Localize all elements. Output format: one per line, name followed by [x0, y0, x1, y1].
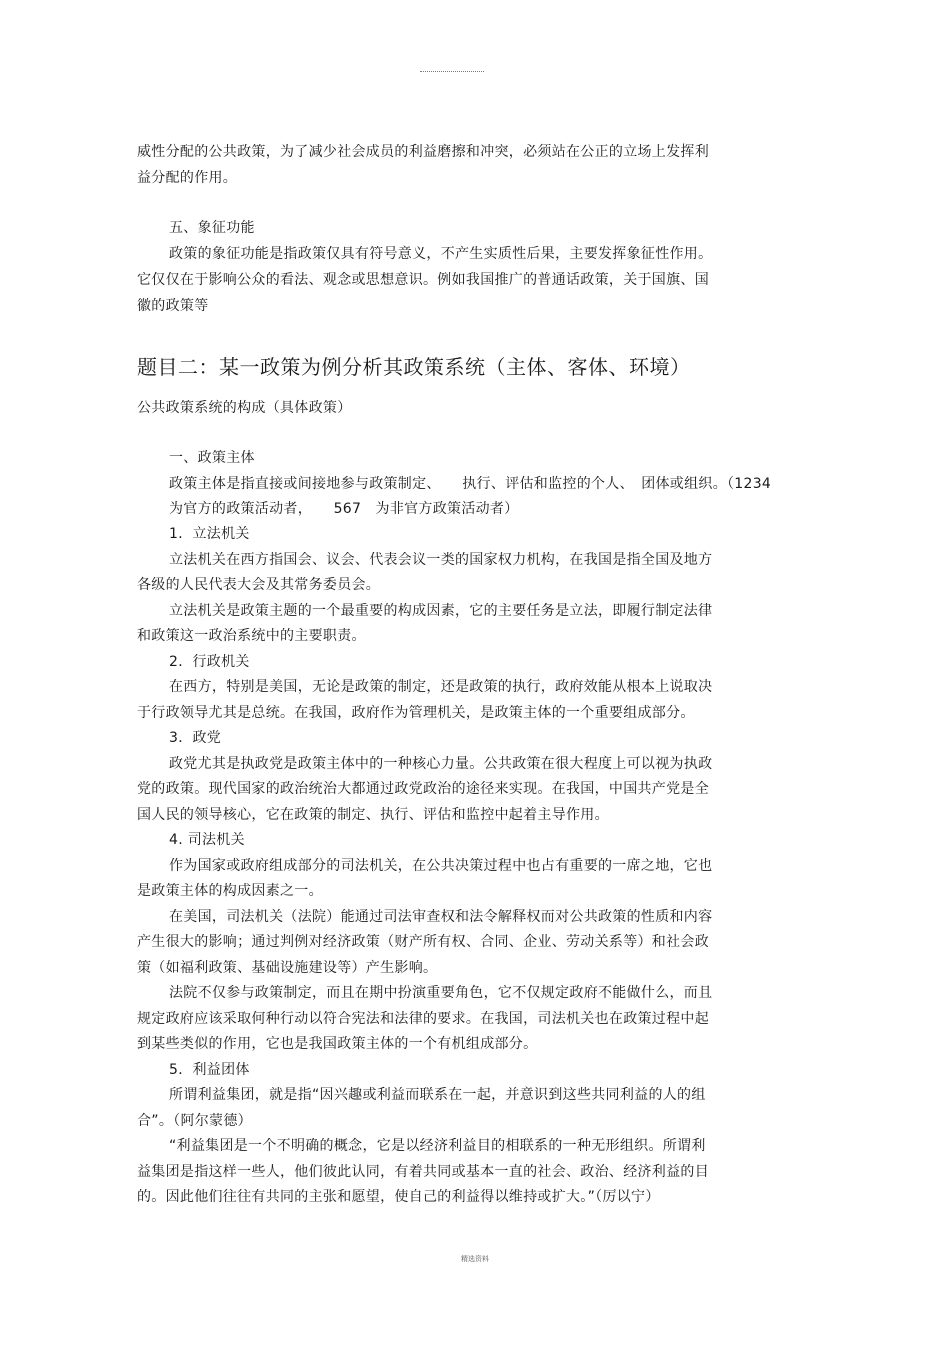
section-heading: 一、政策主体 — [169, 450, 255, 466]
paragraph-line: 立法机关是政策主题的一个最重要的构成因素，它的主要任务是立法，即履行制定法律 — [169, 603, 713, 619]
paragraph-line: 所谓利益集团，就是指“因兴趣或利益而联系在一起，并意识到这些共同利益的人的组 — [169, 1087, 706, 1103]
paragraph-line: 的。因此他们往往有共同的主张和愿望，使自己的利益得以维持或扩大。”（厉以宁） — [137, 1189, 660, 1205]
paragraph-line: 益集团是指这样一些人，他们彼此认同，有着共同或基本一直的社会、政治、经济利益的目 — [137, 1164, 709, 1180]
header-divider — [420, 71, 484, 72]
paragraph-line: 党的政策。现代国家的政治统治大都通过政党政治的途径来实现。在我国，中国共产党是全 — [137, 781, 709, 797]
paragraph-line: 政党尤其是执政党是政策主体中的一种核心力量。公共政策在很大程度上可以视为执政 — [169, 756, 713, 772]
paragraph-line: 在西方，特别是美国，无论是政策的制定，还是政策的执行，政府效能从根本上说取决 — [169, 679, 713, 695]
page-title: 题目二：某一政策为例分析其政策系统（主体、客体、环境） — [137, 355, 691, 379]
paragraph-line: 法院不仅参与政策制定，而且在期中扮演重要角色，它不仅规定政府不能做什么，而且 — [169, 985, 713, 1001]
subtitle: 公共政策系统的构成（具体政策） — [137, 400, 352, 416]
paragraph-line: 它仅仅在于影响公众的看法、观念或思想意识。例如我国推广的普通话政策，关于国旗、国 — [137, 272, 709, 288]
paragraph-line: 合”。（阿尔蒙德） — [137, 1113, 252, 1129]
paragraph-line: 益分配的作用。 — [137, 170, 238, 186]
paragraph-line: 产生很大的影响；通过判例对经济政策（财产所有权、合同、企业、劳动关系等）和社会政 — [137, 934, 709, 950]
paragraph-line: 作为国家或政府组成部分的司法机关，在公共决策过程中也占有重要的一席之地，它也 — [169, 858, 713, 874]
subsection-heading: 2．行政机关 — [169, 654, 250, 670]
paragraph-line: 策（如福利政策、基础设施建设等）产生影响。 — [137, 960, 438, 976]
paragraph-line: 政策的象征功能是指政策仅具有符号意义，不产生实质性后果，主要发挥象征性作用。 — [169, 246, 713, 262]
paragraph-line: 规定政府应该采取何种行动以符合宪法和法律的要求。在我国，司法机关也在政策过程中起 — [137, 1011, 709, 1027]
paragraph-line: 国人民的领导核心，它在政策的制定、执行、评估和监控中起着主导作用。 — [137, 807, 609, 823]
paragraph-line: 政策主体是指直接或间接地参与政策制定、 执行、评估和监控的个人、 团体或组织。（1234 — [169, 476, 772, 492]
paragraph-line: 徽的政策等 — [137, 298, 209, 314]
subsection-heading: 1．立法机关 — [169, 526, 250, 542]
paragraph-line: 各级的人民代表大会及其常务委员会。 — [137, 577, 381, 593]
paragraph-line: 是政策主体的构成因素之一。 — [137, 883, 323, 899]
paragraph-line: 威性分配的公共政策，为了减少社会成员的利益磨擦和冲突，必须站在公正的立场上发挥利 — [137, 144, 709, 160]
section-heading: 五、象征功能 — [169, 220, 255, 236]
subsection-heading: 5．利益团体 — [169, 1062, 250, 1078]
paragraph-line: 到某些类似的作用，它也是我国政策主体的一个有机组成部分。 — [137, 1036, 538, 1052]
paragraph-line: 为官方的政策活动者， 567 为非官方政策活动者） — [169, 501, 519, 517]
paragraph-line: 立法机关在西方指国会、议会、代表会议一类的国家权力机构，在我国是指全国及地方 — [169, 552, 713, 568]
subsection-heading: 4. 司法机关 — [169, 832, 245, 848]
page-footer: 精选资料 — [461, 1255, 489, 1263]
paragraph-line: 和政策这一政治系统中的主要职责。 — [137, 628, 366, 644]
subsection-heading: 3．政党 — [169, 730, 222, 746]
paragraph-line: 于行政领导尤其是总统。在我国，政府作为管理机关，是政策主体的一个重要组成部分。 — [137, 705, 695, 721]
paragraph-line: “利益集团是一个不明确的概念，它是以经济利益目的相联系的一种无形组织。所谓利 — [169, 1138, 706, 1154]
paragraph-line: 在美国，司法机关（法院）能通过司法审查权和法令解释权而对公共政策的性质和内容 — [169, 909, 713, 925]
